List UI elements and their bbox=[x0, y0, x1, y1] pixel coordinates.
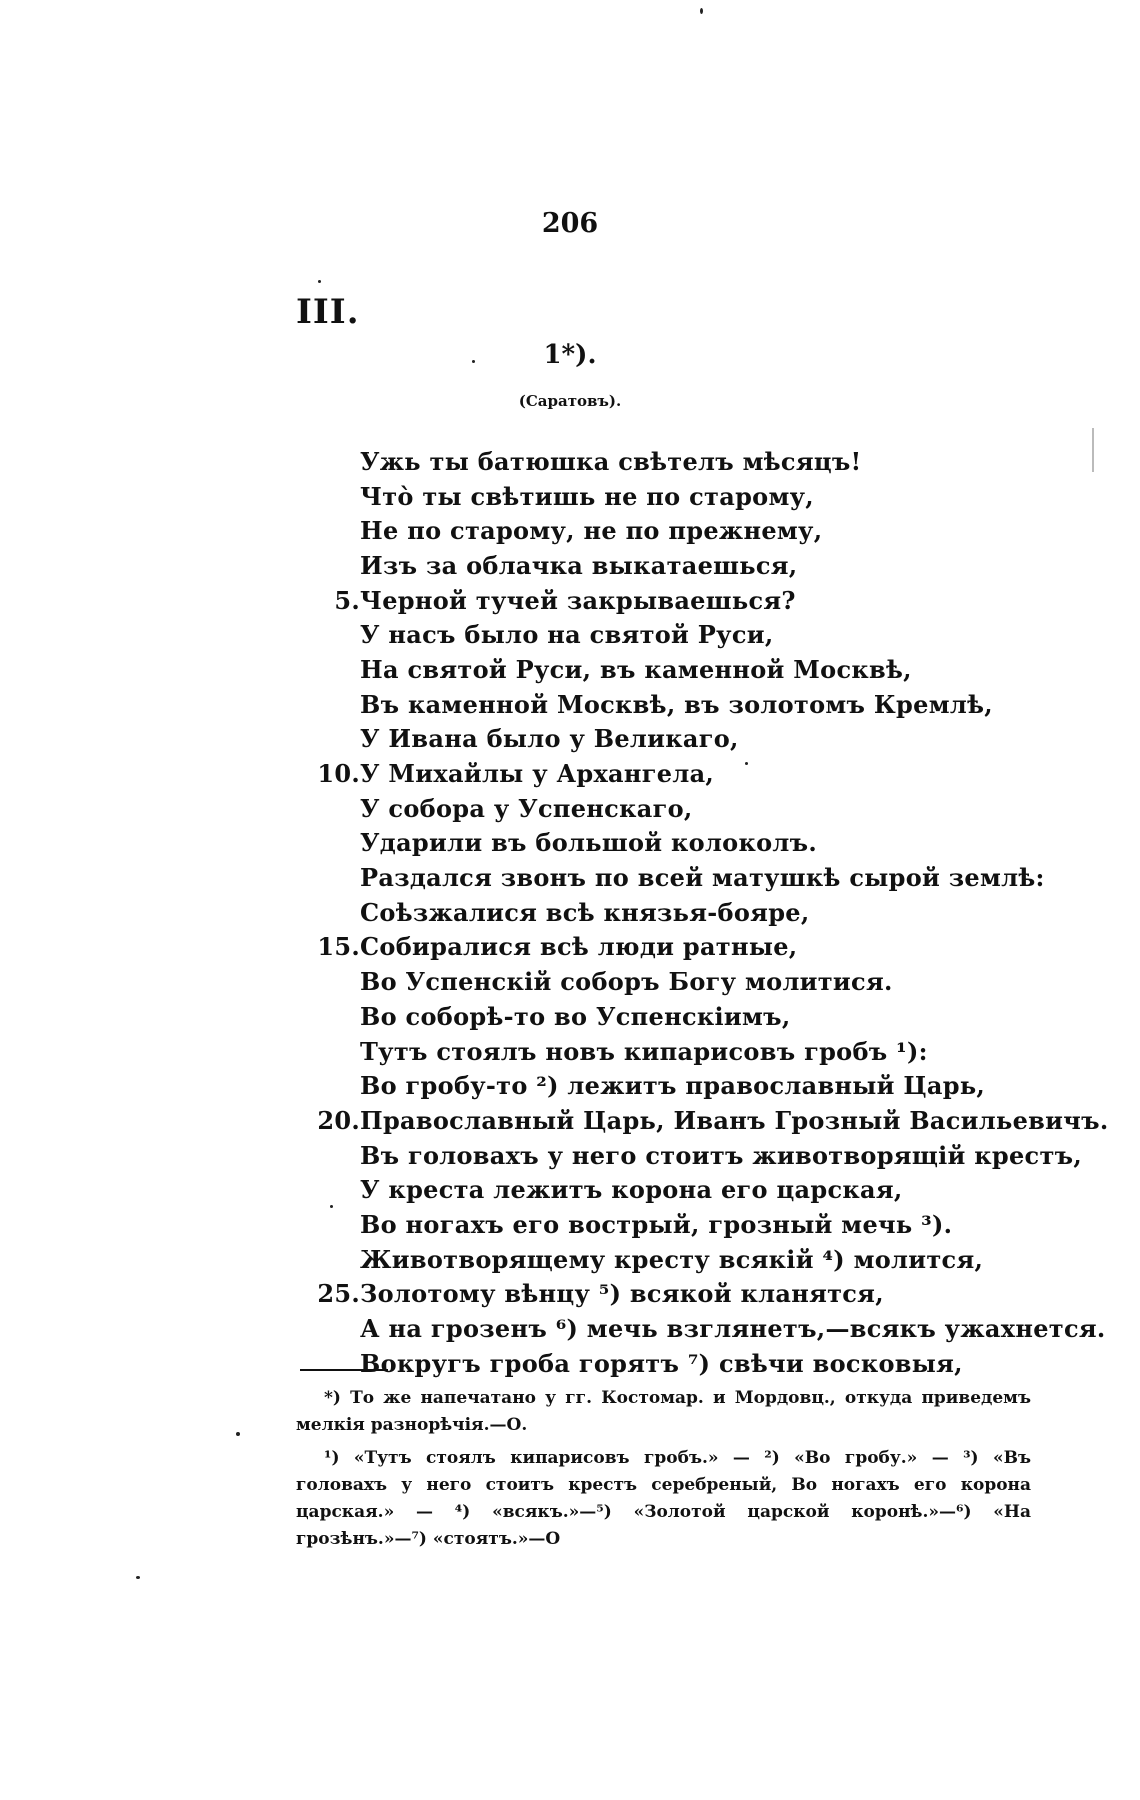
verse-text: Ужь ты батюшка свѣтелъ мѣсяцъ! bbox=[360, 446, 862, 476]
verse-line bbox=[290, 1068, 1108, 1103]
verse-line bbox=[290, 1346, 1108, 1381]
verse-number: 15. bbox=[317, 932, 360, 962]
verse-text: Черной тучей закрываешься? bbox=[360, 585, 796, 615]
verse-text: У насъ было на святой Руси, bbox=[360, 620, 774, 650]
verse-line bbox=[290, 583, 1108, 618]
verse-number: 5. bbox=[334, 585, 360, 615]
verse-text: Во гробу-то ²) лежитъ православный Царь, bbox=[360, 1071, 986, 1101]
verse-line bbox=[290, 617, 1108, 652]
verse-text: Золотому вѣнцу ⁵) всякой кланятся, bbox=[360, 1279, 884, 1309]
verse-line bbox=[290, 479, 1108, 514]
verse-line bbox=[290, 652, 1108, 687]
verse-text: Въ головахъ у него стоитъ животворящій крестъ, bbox=[360, 1140, 1083, 1170]
scan-speck bbox=[700, 8, 703, 14]
verse-text: Что̀ ты свѣтишь не по старому, bbox=[360, 481, 814, 511]
verse-text: На святой Руси, въ каменной Москвѣ, bbox=[360, 654, 912, 684]
verse-text: А на грозенъ ⁶) мечь взглянетъ,—всякъ ужахнется. bbox=[360, 1314, 1106, 1344]
verse-text: Собиралися всѣ люди ратные, bbox=[360, 932, 798, 962]
verse-line bbox=[290, 1242, 1108, 1277]
verse-text: Раздался звонъ по всей матушкѣ сырой землѣ: bbox=[360, 863, 1045, 893]
verse-text: Во соборѣ-то во Успенскіимъ, bbox=[360, 1001, 791, 1031]
verse-line bbox=[290, 444, 1108, 479]
verse-line bbox=[290, 826, 1108, 861]
verse-line bbox=[290, 1172, 1108, 1207]
verse-line bbox=[290, 513, 1108, 548]
verse-text: Во ногахъ его вострый, грозный мечь ³). bbox=[360, 1209, 953, 1239]
verse-text: У собора у Успенскаго, bbox=[360, 793, 693, 823]
verse-text: У Ивана было у Великаго, bbox=[360, 724, 739, 754]
song-number: 1*). bbox=[543, 340, 597, 370]
scan-speck bbox=[472, 360, 475, 363]
verse-text: Животворящему кресту всякій ⁴) молится, bbox=[360, 1244, 984, 1274]
verse-text: Вокругъ гроба горятъ ⁷) свѣчи восковыя, bbox=[360, 1348, 963, 1378]
verse-line bbox=[290, 1034, 1108, 1069]
verse-text: Въ каменной Москвѣ, въ золотомъ Кремлѣ, bbox=[360, 689, 993, 719]
verse-number: 25. bbox=[317, 1279, 360, 1309]
verse-line bbox=[290, 1103, 1108, 1138]
scan-speck bbox=[330, 1205, 333, 1208]
section-number: III. bbox=[296, 292, 360, 332]
verse-line bbox=[290, 964, 1108, 999]
verse-text: Изъ за облачка выкатаешься, bbox=[360, 550, 798, 580]
place-heading: (Саратовъ). bbox=[518, 392, 622, 410]
verse-text: Православный Царь, Иванъ Грозный Васильевичъ. bbox=[360, 1105, 1109, 1135]
footnote-divider bbox=[300, 1369, 388, 1371]
verse-text: Соѣзжалися всѣ князья-бояре, bbox=[360, 897, 810, 927]
verse-line bbox=[290, 548, 1108, 583]
footnotes bbox=[296, 1385, 1031, 1559]
verse-line bbox=[290, 895, 1108, 930]
verse-line bbox=[290, 1311, 1108, 1346]
verse-text: Тутъ стоялъ новъ кипарисовъ гробъ ¹): bbox=[360, 1036, 928, 1066]
verse-number: 10. bbox=[317, 759, 360, 789]
scan-speck bbox=[318, 280, 321, 283]
verse-line bbox=[290, 756, 1108, 791]
footnote-star: *) То же напечатано у гг. Костомар. и Мордовц., откуда приведемъ мелкія разнорѣчія.—О. bbox=[296, 1388, 1031, 1435]
scan-speck bbox=[136, 1576, 140, 1579]
verse-line bbox=[290, 1138, 1108, 1173]
verse-text: Ударили въ большой колоколъ. bbox=[360, 828, 818, 858]
scan-speck bbox=[236, 1432, 240, 1436]
verse-line bbox=[290, 1207, 1108, 1242]
verse-list bbox=[290, 444, 1108, 1381]
verse-text: У креста лежитъ корона его царская, bbox=[360, 1175, 903, 1205]
verse-line bbox=[290, 722, 1108, 757]
verse-line bbox=[290, 860, 1108, 895]
verse-line bbox=[290, 687, 1108, 722]
verse-text: У Михайлы у Архангела, bbox=[360, 759, 715, 789]
verse-line bbox=[290, 1277, 1108, 1312]
verse-line bbox=[290, 999, 1108, 1034]
scan-speck bbox=[1092, 428, 1094, 472]
verse-number: 20. bbox=[317, 1105, 360, 1135]
scan-speck bbox=[745, 762, 748, 765]
verse-text: Не по старому, не по прежнему, bbox=[360, 516, 823, 546]
verse-line bbox=[290, 930, 1108, 965]
verse-text: Во Успенскій соборъ Богу молитися. bbox=[360, 967, 893, 997]
page-number: 206 bbox=[541, 208, 599, 239]
footnote-variants: ¹) «Тутъ стоялъ кипарисовъ гробъ.» — ²) «Во гробу.» — ³) «Въ головахъ у него стоитъ крестъ серебреный, Во ногахъ его корона царская.» — ⁴) «всякъ.»—⁵) «Золотой царской коронѣ.»—⁶) «На грозѣнъ.»—⁷) «стоятъ.»—О bbox=[296, 1448, 1031, 1549]
verse-line bbox=[290, 791, 1108, 826]
